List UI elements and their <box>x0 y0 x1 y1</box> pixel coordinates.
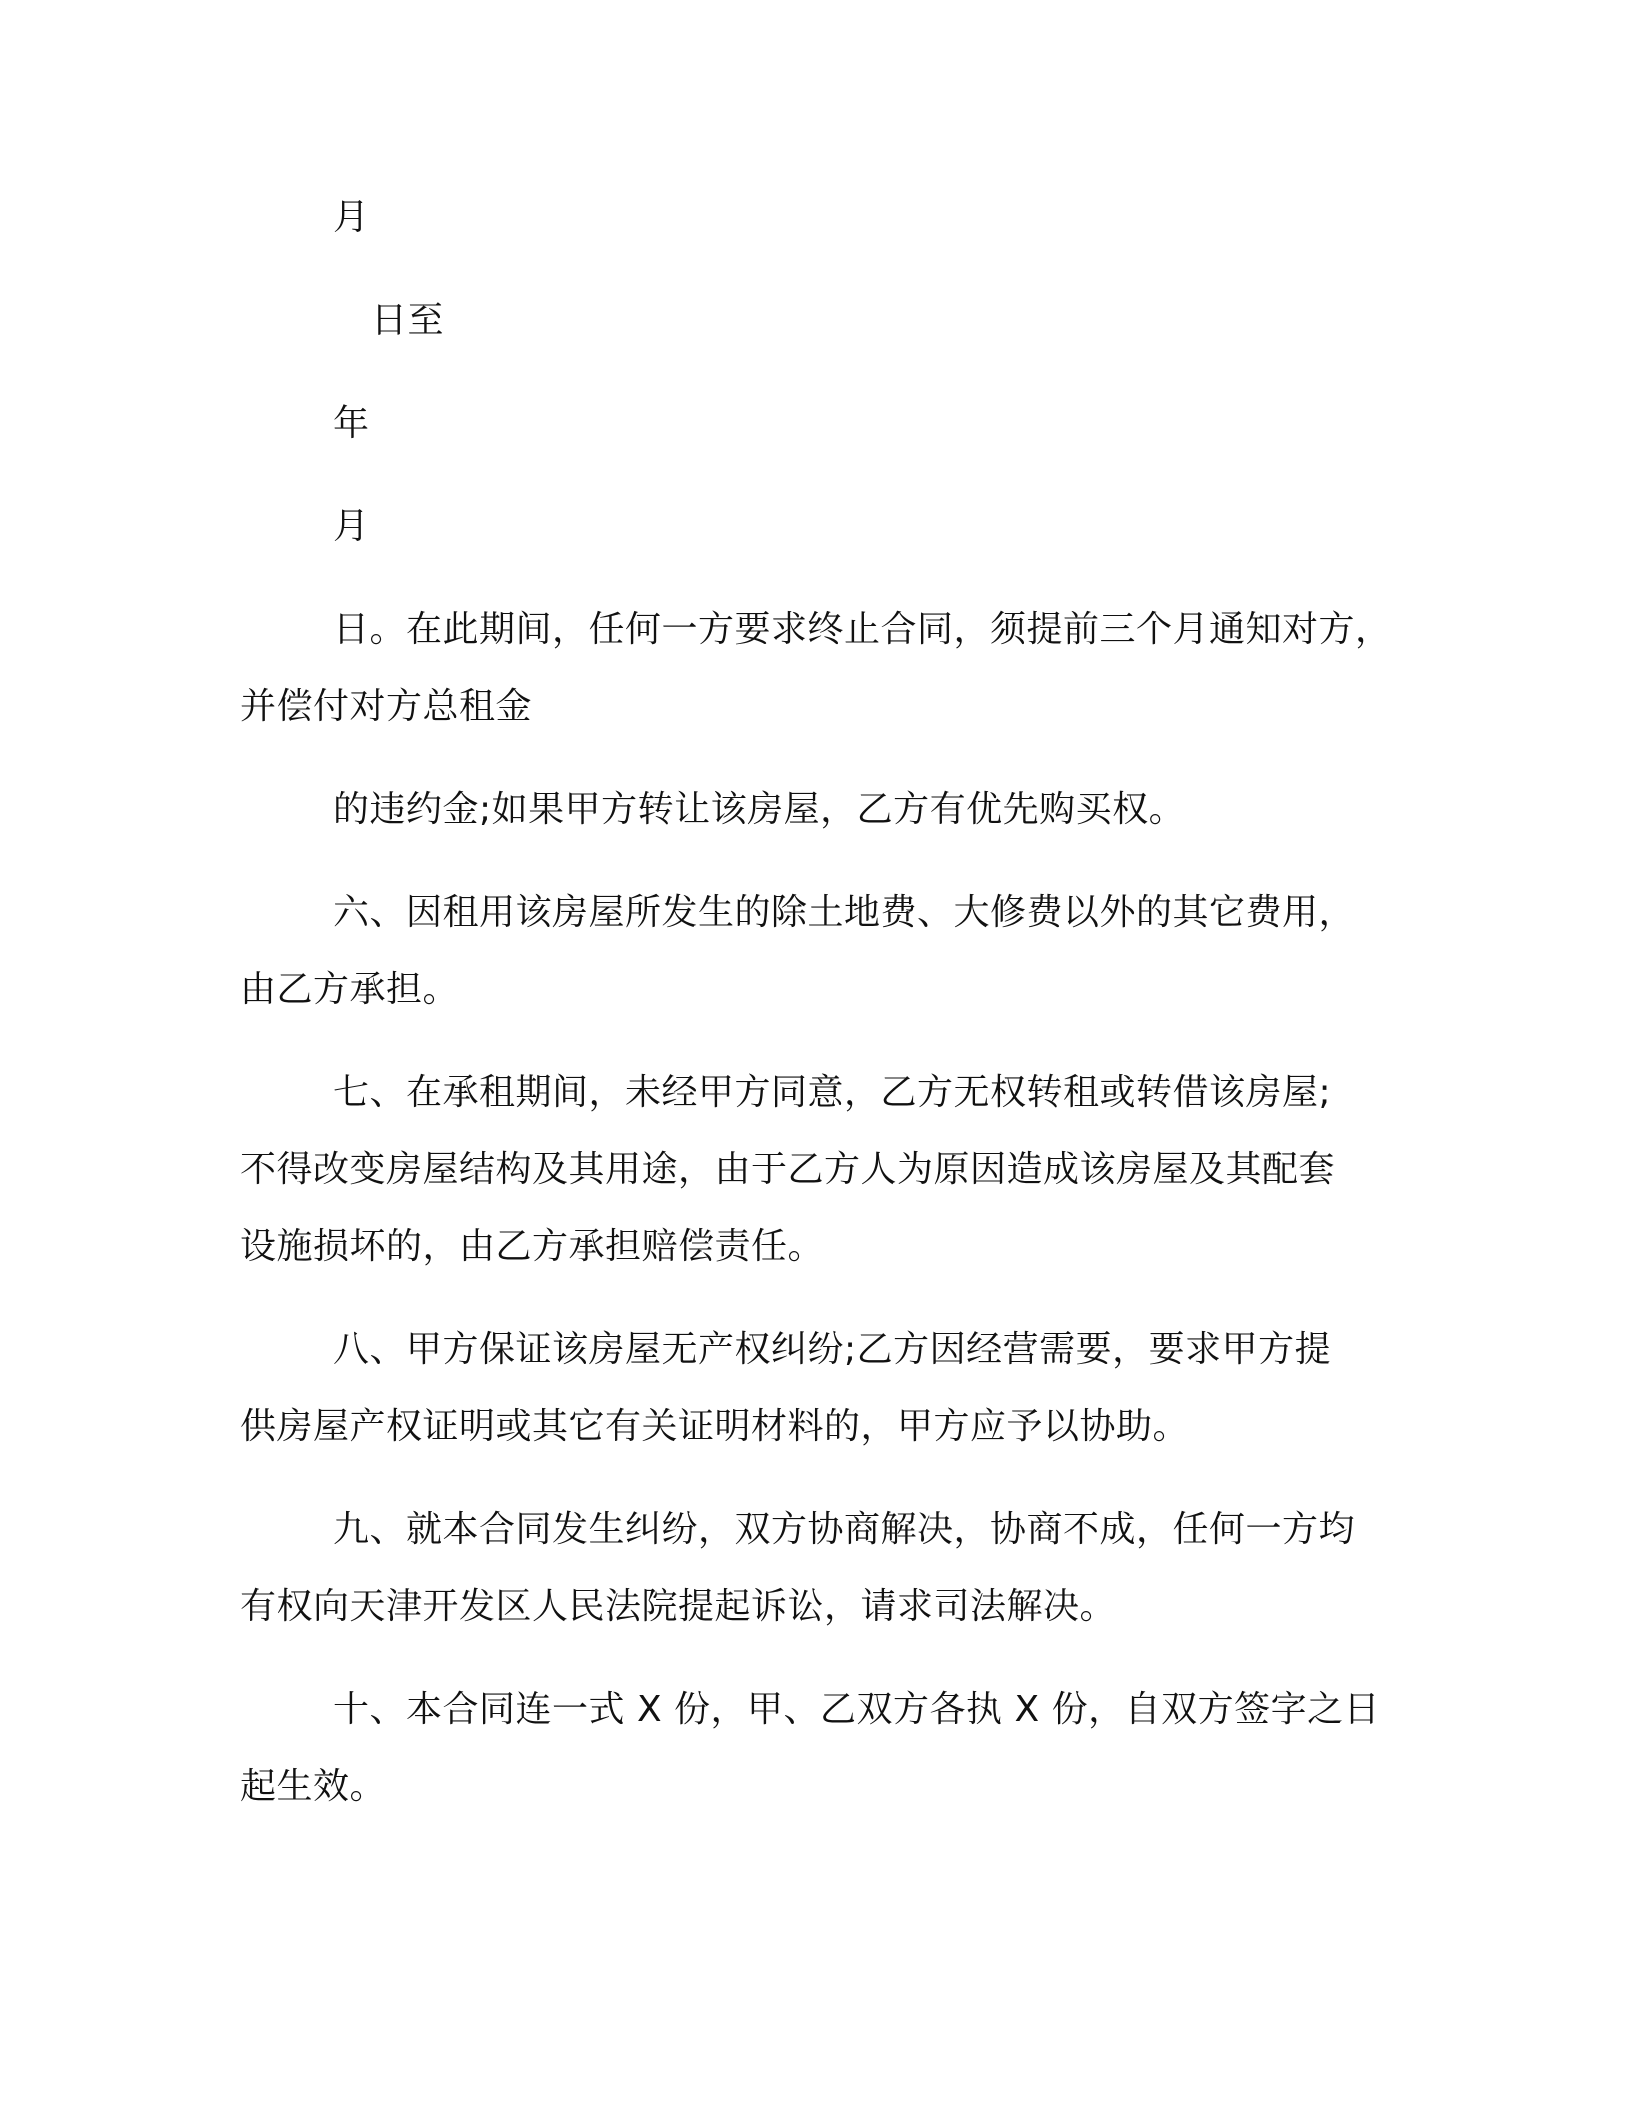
paragraph-line: 设施损坏的，由乙方承担赔偿责任。 <box>240 1226 825 1267</box>
fragment-day-to: 日至 <box>371 300 445 341</box>
paragraph-line: 七、在承租期间，未经甲方同意，乙方无权转租或转借该房屋; <box>333 1072 1332 1113</box>
paragraph-line: 九、就本合同发生纠纷，双方协商解决，协商不成，任何一方均 <box>333 1509 1356 1550</box>
paragraph-line: 八、甲方保证该房屋无产权纠纷;乙方因经营需要，要求甲方提 <box>333 1329 1332 1370</box>
paragraph-line: 的违约金;如果甲方转让该房屋，乙方有优先购买权。 <box>333 789 1186 830</box>
fragment-month: 月 <box>333 197 370 238</box>
paragraph-line: 不得改变房屋结构及其用途，由于乙方人为原因造成该房屋及其配套 <box>240 1149 1336 1190</box>
paragraph-line: 并偿付对方总租金 <box>240 686 533 727</box>
paragraph-line: 有权向天津开发区人民法院提起诉讼，请求司法解决。 <box>240 1586 1117 1627</box>
paragraph-line: 十、本合同连一式 X 份，甲、乙双方各执 X 份，自双方签字之日 <box>333 1689 1381 1730</box>
fragment-month: 月 <box>333 506 370 547</box>
fragment-year: 年 <box>333 403 370 444</box>
paragraph-line: 起生效。 <box>240 1766 387 1807</box>
paragraph-line: 供房屋产权证明或其它有关证明材料的，甲方应予以协助。 <box>240 1406 1190 1447</box>
paragraph-line: 日。在此期间，任何一方要求终止合同，须提前三个月通知对方， <box>333 609 1392 650</box>
paragraph-line: 由乙方承担。 <box>240 969 460 1010</box>
paragraph-line: 六、因租用该房屋所发生的除土地费、大修费以外的其它费用， <box>333 892 1356 933</box>
